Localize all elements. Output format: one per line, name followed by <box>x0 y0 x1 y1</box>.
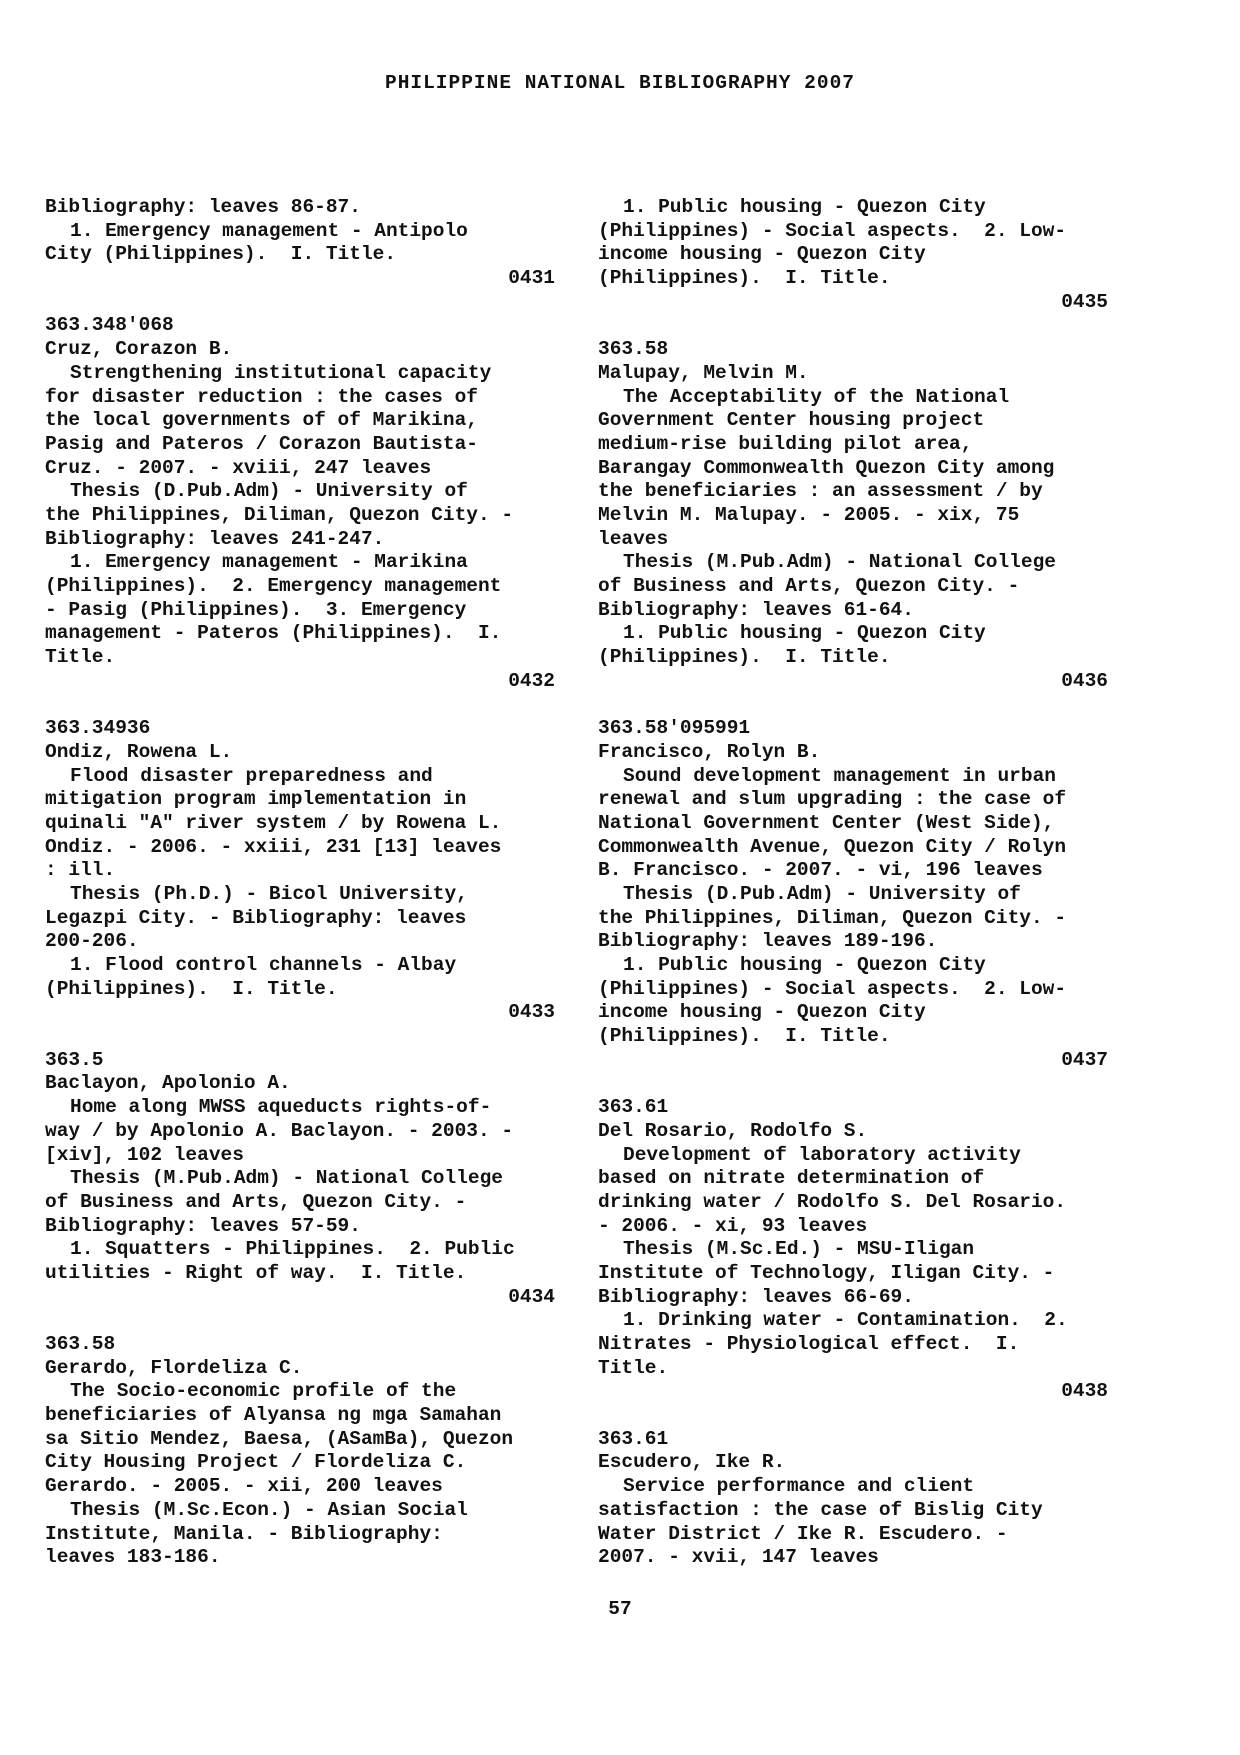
entry-line: (Philippines) - Social aspects. 2. Low- <box>598 977 1067 1000</box>
entry-spacer <box>45 693 555 717</box>
entry-line: beneficiaries of Alyansa ng mga Samahan <box>45 1404 502 1427</box>
right-column <box>598 196 1108 1570</box>
entry-line: income housing - Quezon City <box>598 1001 926 1024</box>
entry-line: [xiv], 102 leaves <box>45 1143 244 1166</box>
entry-line: Bibliography: leaves 86-87. <box>45 196 361 218</box>
entry-line: Service performance and client <box>623 1475 975 1498</box>
entry-line: management - Pateros (Philippines). I. <box>45 622 502 645</box>
entry-line: Legazpi City. - Bibliography: leaves <box>45 906 467 929</box>
entry-line: The Socio-economic profile of the <box>70 1380 457 1403</box>
entry-line: 2007. - xvii, 147 leaves <box>598 1546 879 1569</box>
entry-line: income housing - Quezon City <box>598 243 926 266</box>
entry-line: (Philippines). I. Title. <box>598 1025 891 1048</box>
entry-line: the local governments of of Marikina, <box>45 409 478 432</box>
entry-line: Thesis (M.Pub.Adm) - National College <box>623 551 1056 574</box>
entry-line: Malupay, Melvin M. <box>598 361 809 384</box>
entry-line: drinking water / Rodolfo S. Del Rosario. <box>598 1190 1067 1213</box>
accession-number: 0432 <box>508 669 555 692</box>
entry-spacer <box>45 291 555 315</box>
entry-line: sa Sitio Mendez, Baesa, (ASamBa), Quezon <box>45 1427 514 1450</box>
entry-line: 1. Squatters - Philippines. 2. Public <box>70 1238 515 1261</box>
entry-line: 1. Public housing - Quezon City <box>623 196 986 218</box>
entry-line: 363.58 <box>45 1333 116 1355</box>
entry-line: Thesis (M.Sc.Ed.) - MSU-Iligan <box>623 1238 975 1261</box>
entry-line: the beneficiaries : an assessment / by <box>598 480 1043 503</box>
entry-line: Institute, Manila. - Bibliography: <box>45 1522 443 1545</box>
entry-line: quinali "A" river system / by Rowena L. <box>45 811 502 834</box>
entry-line: Cruz, Corazon B. <box>45 338 233 361</box>
entry-line: utilities - Right of way. I. Title. <box>45 1261 467 1284</box>
entry-line: of Business and Arts, Quezon City. - <box>598 575 1020 597</box>
accession-number: 0433 <box>508 1001 555 1024</box>
accession-number: 0436 <box>1061 669 1108 692</box>
entry-line: 200-206. <box>45 930 139 953</box>
entry-line: B. Francisco. - 2007. - vi, 196 leaves <box>598 859 1043 882</box>
entry-line: Ondiz. - 2006. - xxiii, 231 [13] leaves <box>45 835 502 858</box>
entry-line: Bibliography: leaves 241-247. <box>45 527 385 550</box>
entry-line: City (Philippines). I. Title. <box>45 243 397 266</box>
accession-number: 0438 <box>1061 1380 1108 1403</box>
entry-spacer <box>45 1309 555 1333</box>
entry-line: Baclayon, Apolonio A. <box>45 1072 291 1095</box>
entry-line: Institute of Technology, Iligan City. - <box>598 1261 1055 1284</box>
entry-line: Thesis (D.Pub.Adm) - University of <box>70 480 468 503</box>
entry-line: 1. Public housing - Quezon City <box>623 622 986 645</box>
bibliography-entry <box>45 314 555 693</box>
entry-line: of Business and Arts, Quezon City. - <box>45 1190 467 1213</box>
entry-line: the Philippines, Diliman, Quezon City. - <box>598 906 1067 929</box>
entry-line: Strengthening institutional capacity <box>70 361 492 384</box>
entry-line: Development of laboratory activity <box>623 1143 1021 1166</box>
entry-line: City Housing Project / Flordeliza C. <box>45 1451 467 1474</box>
bibliography-entry <box>598 1096 1108 1404</box>
entry-line: medium-rise building pilot area, <box>598 432 973 455</box>
accession-number: 0431 <box>508 267 555 290</box>
entry-line: 1. Flood control channels - Albay <box>70 954 457 976</box>
entry-spacer <box>598 693 1108 717</box>
entry-line: 1. Emergency management - Antipolo <box>70 219 468 242</box>
entry-line: 1. Drinking water - Contamination. 2. <box>623 1309 1068 1332</box>
accession-number: 0435 <box>1061 290 1108 313</box>
entry-line: 363.34936 <box>45 717 151 740</box>
entry-line: for disaster reduction : the cases of <box>45 385 478 408</box>
entry-line: leaves 183-186. <box>45 1546 221 1569</box>
entry-line: 363.58 <box>598 338 669 361</box>
entry-spacer <box>598 1072 1108 1096</box>
entry-line: Cruz. - 2007. - xviii, 247 leaves <box>45 456 432 479</box>
entry-line: (Philippines). I. Title. <box>45 977 338 1000</box>
entry-line: 363.58'095991 <box>598 717 751 740</box>
entry-line: Escudero, Ike R. <box>598 1451 786 1474</box>
entry-line: Thesis (Ph.D.) - Bicol University, <box>70 882 468 905</box>
entry-line: Gerardo. - 2005. - xii, 200 leaves <box>45 1475 443 1498</box>
entry-line: Bibliography: leaves 61-64. <box>598 598 914 621</box>
bibliography-entry <box>598 338 1108 693</box>
entry-line: Bibliography: leaves 66-69. <box>598 1285 914 1308</box>
entry-line: Melvin M. Malupay. - 2005. - xix, 75 <box>598 503 1020 526</box>
entry-line: Thesis (D.Pub.Adm) - University of <box>623 882 1021 905</box>
entry-line: (Philippines). 2. Emergency management <box>45 575 502 597</box>
entry-line: Sound development management in urban <box>623 764 1056 787</box>
entry-line: 363.348'068 <box>45 314 174 337</box>
bibliography-entry <box>45 1049 555 1310</box>
entry-line: Bibliography: leaves 189-196. <box>598 930 938 953</box>
entry-line: The Acceptability of the National <box>623 385 1010 408</box>
entry-line: Pasig and Pateros / Corazon Bautista- <box>45 432 478 455</box>
entry-line: Thesis (M.Sc.Econ.) - Asian Social <box>70 1498 468 1521</box>
entry-line: 363.61 <box>598 1096 669 1119</box>
entry-line: Thesis (M.Pub.Adm) - National College <box>70 1167 503 1190</box>
entry-line: (Philippines). I. Title. <box>598 267 891 290</box>
entry-line: : ill. <box>45 859 116 882</box>
bibliography-entry <box>45 1333 555 1570</box>
entry-line: Francisco, Rolyn B. <box>598 740 821 763</box>
entry-line: Flood disaster preparedness and <box>70 764 433 787</box>
entry-line: Water District / Ike R. Escudero. - <box>598 1522 1008 1545</box>
entry-line: Barangay Commonwealth Quezon City among <box>598 456 1055 479</box>
entry-line: 363.5 <box>45 1048 104 1071</box>
entry-line: Ondiz, Rowena L. <box>45 740 233 763</box>
entry-line: - Pasig (Philippines). 3. Emergency <box>45 598 467 621</box>
entry-line: Government Center housing project <box>598 409 985 432</box>
bibliography-entry <box>598 196 1108 314</box>
entry-line: (Philippines) - Social aspects. 2. Low- <box>598 219 1067 242</box>
entry-line: Title. <box>598 1356 669 1379</box>
entry-line: based on nitrate determination of <box>598 1167 985 1190</box>
entry-line: - 2006. - xi, 93 leaves <box>598 1214 868 1237</box>
entry-line: Commonwealth Avenue, Quezon City / Rolyn <box>598 835 1067 858</box>
entry-line: renewal and slum upgrading : the case of <box>598 788 1067 811</box>
entry-line: Title. <box>45 646 116 669</box>
entry-line: Bibliography: leaves 57-59. <box>45 1214 361 1237</box>
bibliography-entry <box>598 1428 1108 1570</box>
entry-line: mitigation program implementation in <box>45 788 467 811</box>
entry-line: (Philippines). I. Title. <box>598 646 891 669</box>
entry-line: Del Rosario, Rodolfo S. <box>598 1119 868 1142</box>
entry-line: leaves <box>598 527 669 550</box>
entry-line: Gerardo, Flordeliza C. <box>45 1356 303 1379</box>
entry-line: Nitrates - Physiological effect. I. <box>598 1333 1020 1355</box>
page-header: PHILIPPINE NATIONAL BIBLIOGRAPHY 2007 <box>385 72 855 94</box>
entry-spacer <box>598 314 1108 338</box>
bibliography-entry <box>598 717 1108 1072</box>
bibliography-entry <box>45 717 555 1025</box>
entry-line: way / by Apolonio A. Baclayon. - 2003. - <box>45 1119 514 1142</box>
page-number: 57 <box>608 1598 632 1620</box>
entry-line: 1. Public housing - Quezon City <box>623 954 986 976</box>
entry-spacer <box>598 1404 1108 1428</box>
accession-number: 0437 <box>1061 1048 1108 1071</box>
entry-line: the Philippines, Diliman, Quezon City. - <box>45 503 514 526</box>
entry-line: satisfaction : the case of Bislig City <box>598 1498 1043 1521</box>
entry-spacer <box>45 1025 555 1049</box>
accession-number: 0434 <box>508 1285 555 1308</box>
entry-line: 363.61 <box>598 1427 669 1450</box>
entry-line: 1. Emergency management - Marikina <box>70 551 468 574</box>
bibliography-entry <box>45 196 555 291</box>
entry-line: Home along MWSS aqueducts rights-of- <box>70 1096 492 1119</box>
left-column <box>45 196 555 1570</box>
entry-line: National Government Center (West Side), <box>598 811 1055 834</box>
